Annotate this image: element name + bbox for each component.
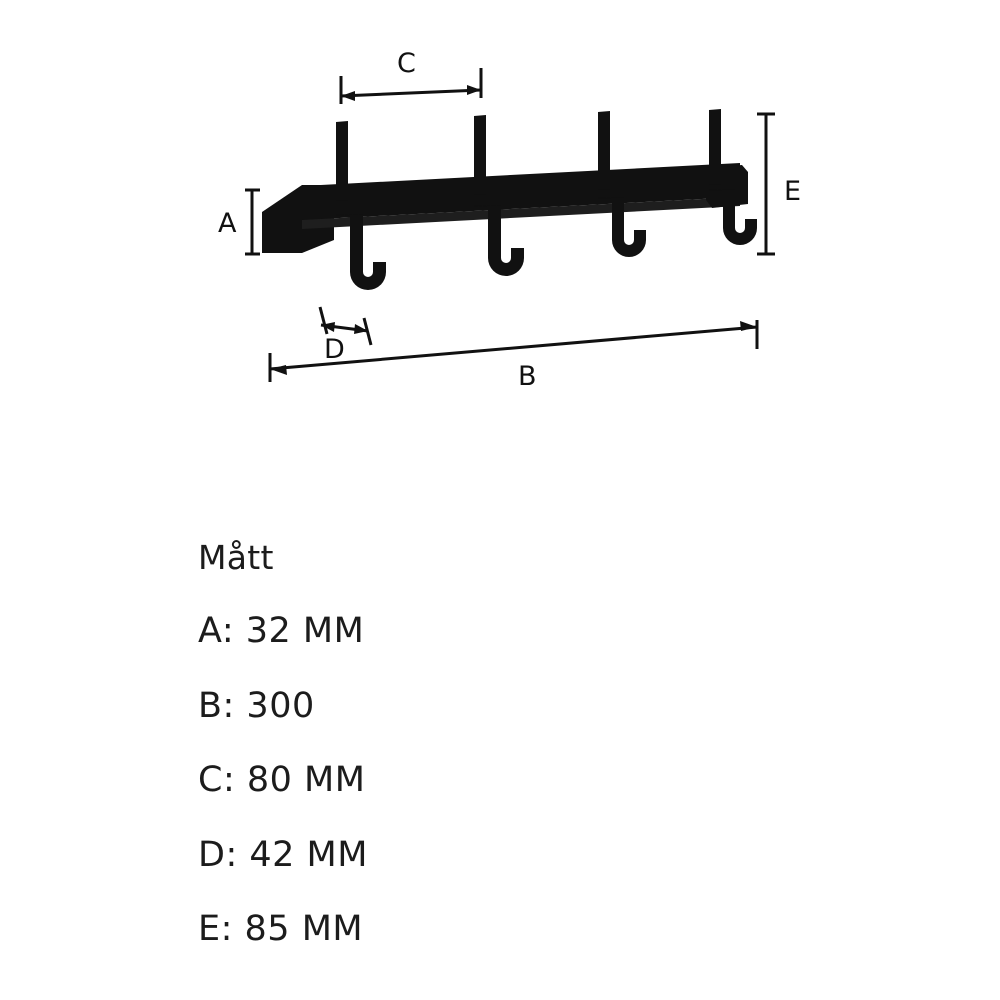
dimension-a	[218, 190, 260, 254]
measurement-row-a: A: 32 MM	[198, 611, 365, 652]
measurement-row-c: C: 80 MM	[198, 760, 366, 801]
dimension-d	[320, 307, 371, 365]
measurements-title: Mått	[198, 538, 274, 577]
dimension-label-a: A	[218, 208, 237, 239]
dimension-label-b: B	[518, 361, 537, 392]
dimension-label-d: D	[324, 334, 345, 365]
measurements-list	[198, 540, 698, 949]
dimension-c	[341, 48, 481, 104]
measurement-row-e: E: 85 MM	[198, 909, 364, 950]
measurement-row-d: D: 42 MM	[198, 834, 368, 875]
rack-illustration	[262, 109, 757, 290]
dimension-label-e: E	[784, 176, 802, 207]
dimension-e	[757, 114, 801, 254]
dimension-label-c: C	[397, 48, 416, 79]
measurement-row-b: B: 300	[198, 685, 315, 726]
